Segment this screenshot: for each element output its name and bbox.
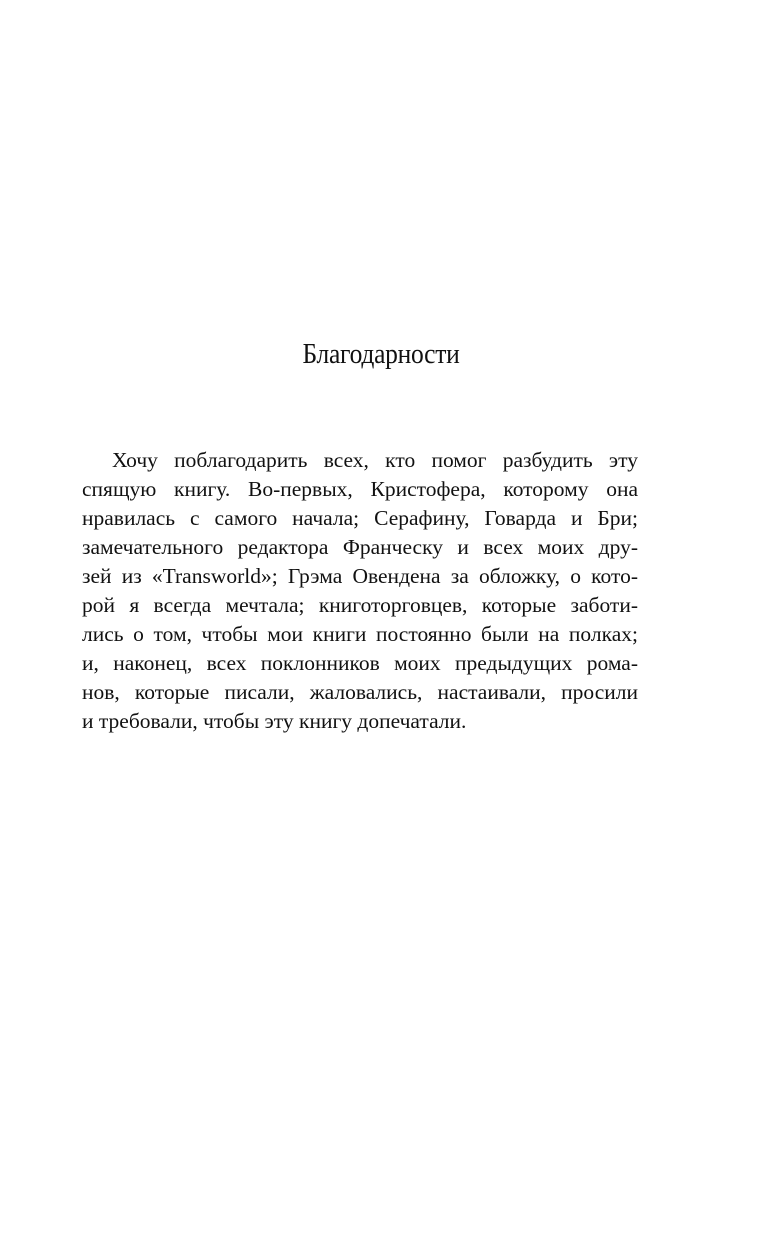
paragraph-line: зей из «Transworld»; Грэма Овендена за обложку, о кото-: [82, 564, 638, 588]
paragraph-line: нов, которые писали, жаловались, настаивали, просили: [82, 680, 638, 704]
paragraph-line: замечательного редактора Франческу и всех моих дру-: [82, 535, 638, 559]
paragraph-line: нравилась с самого начала; Серафину, Говарда и Бри;: [82, 506, 638, 530]
paragraph-line: и требовали, чтобы эту книгу допечатали.: [82, 709, 467, 733]
acknowledgements-paragraph: [82, 446, 638, 736]
paragraph-line: спящую книгу. Во-первых, Кристофера, которому она: [82, 477, 638, 501]
page-title: Благодарности: [302, 338, 460, 370]
paragraph-line: рой я всегда мечтала; книготорговцев, которые заботи-: [82, 593, 638, 617]
paragraph-line: Хочу поблагодарить всех, кто помог разбудить эту: [112, 448, 638, 472]
paragraph-line: лись о том, чтобы мои книги постоянно были на полках;: [82, 622, 638, 646]
paragraph-line: и, наконец, всех поклонников моих предыдущих рома-: [82, 651, 638, 675]
